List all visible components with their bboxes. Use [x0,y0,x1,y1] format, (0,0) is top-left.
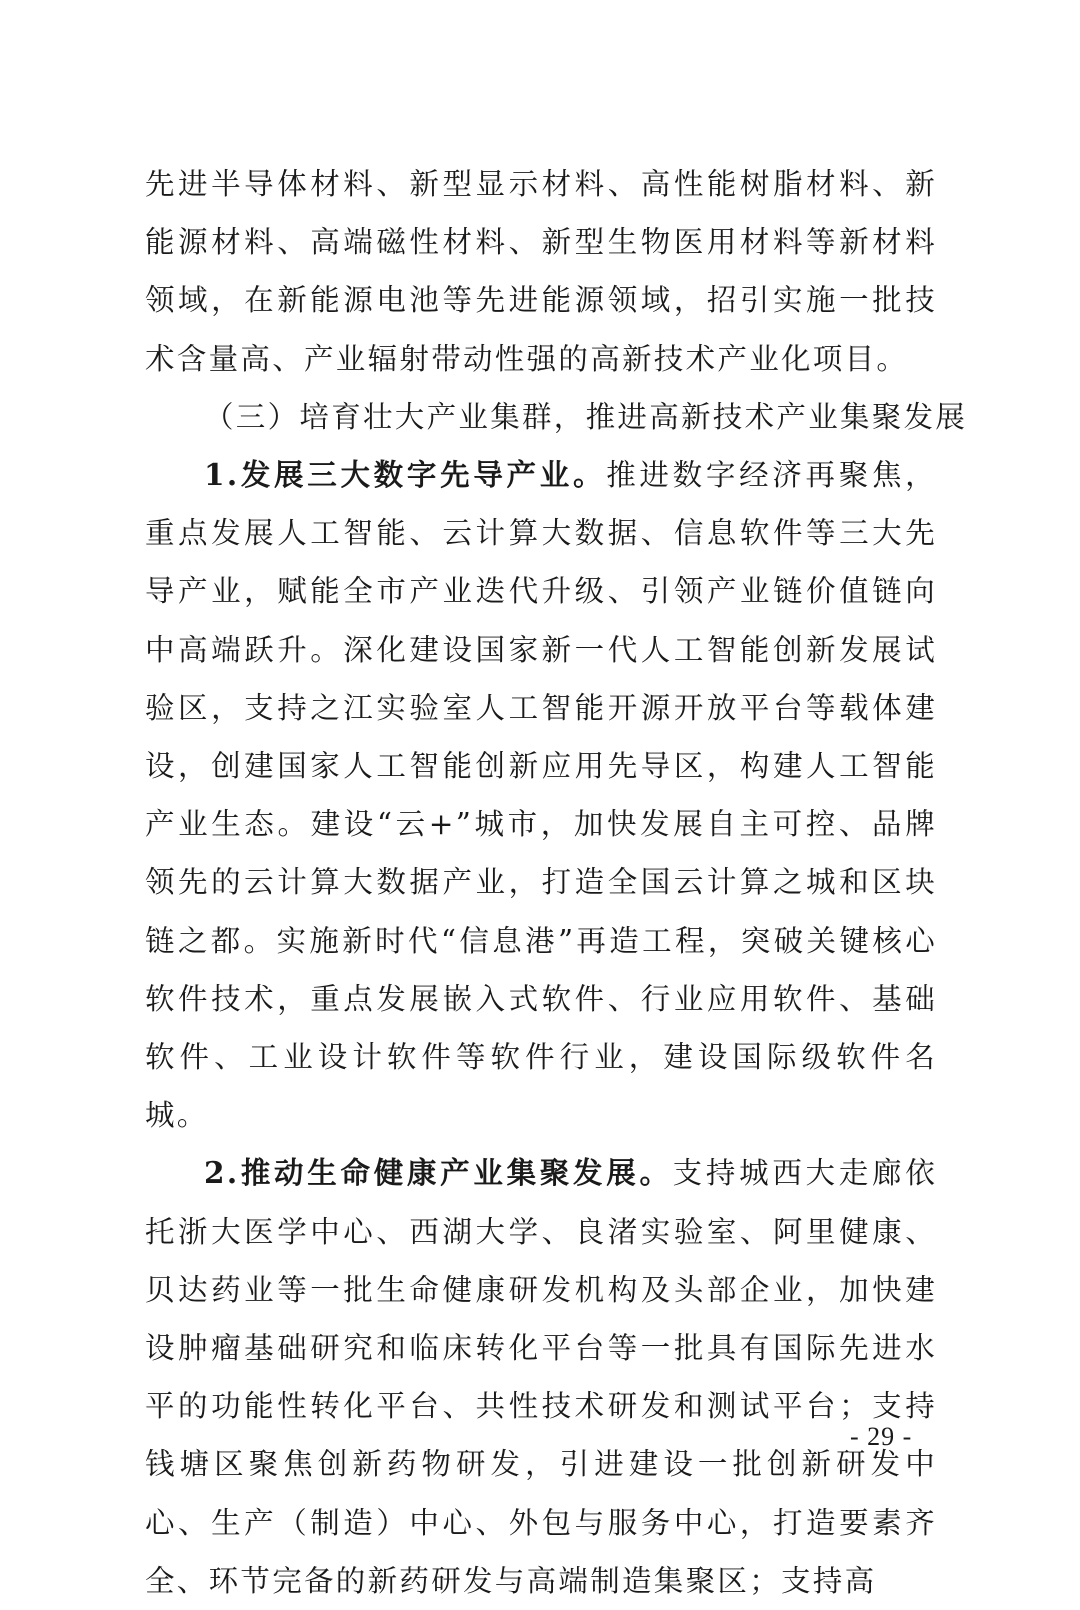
paragraph-digital-industries [145,446,937,1144]
page-number: - 29 - [850,1422,913,1451]
paragraph-new-materials: 先进半导体材料、新型显示材料、高性能树脂材料、新能源材料、高端磁性材料、新型生物医用材料等新材料领域，在新能源电池等先进能源领域，招引实施一批技术含量高、产业辐射带动性强的高新技术产业化项目。 [145,167,937,376]
paragraph-body-digital: 推进数字经济再聚焦，重点发展人工智能、云计算大数据、信息软件等三大先导产业，赋能全市产业迭代升级、引领产业链价值链向中高端跃升。深化建设国家新一代人工智能创新发展试验区，支持之江实验室人工智能开源开放平台等载体建设，创建国家人工智能创新应用先导区，构建人工智能产业生态。建设“云+”城市，加快发展自主可控、品牌领先的云计算大数据产业，打造全国云计算之城和区块链之都。实施新时代“信息港”再造工程，突破关键核心软件技术，重点发展嵌入式软件、行业应用软件、基础软件、工业设计软件等软件行业，建设国际级软件名城。 [145,458,937,1133]
section-heading: （三）培育壮大产业集群，推进高新技术产业集聚发展 [204,399,968,434]
document-body [145,155,968,1610]
paragraph-life-health [145,1144,937,1610]
paragraph-lead-life-health: 2.推动生命健康产业集聚发展。 [204,1155,673,1191]
paragraph-body-life-health: 支持城西大走廊依托浙大医学中心、西湖大学、良渚实验室、阿里健康、贝达药业等一批生命健康研发机构及头部企业，加快建设肿瘤基础研究和临床转化平台等一批具有国际先进水平的功能性转化平台、共性技术研发和测试平台；支持钱塘区聚焦创新药物研发，引进建设一批创新研发中心、生产（制造）中心、外包与服务中心，打造要素齐全、环节完备的新药研发与高端制造集聚区；支持高 [145,1156,938,1598]
paragraph-lead-digital: 1.发展三大数字先导产业。 [204,457,607,493]
